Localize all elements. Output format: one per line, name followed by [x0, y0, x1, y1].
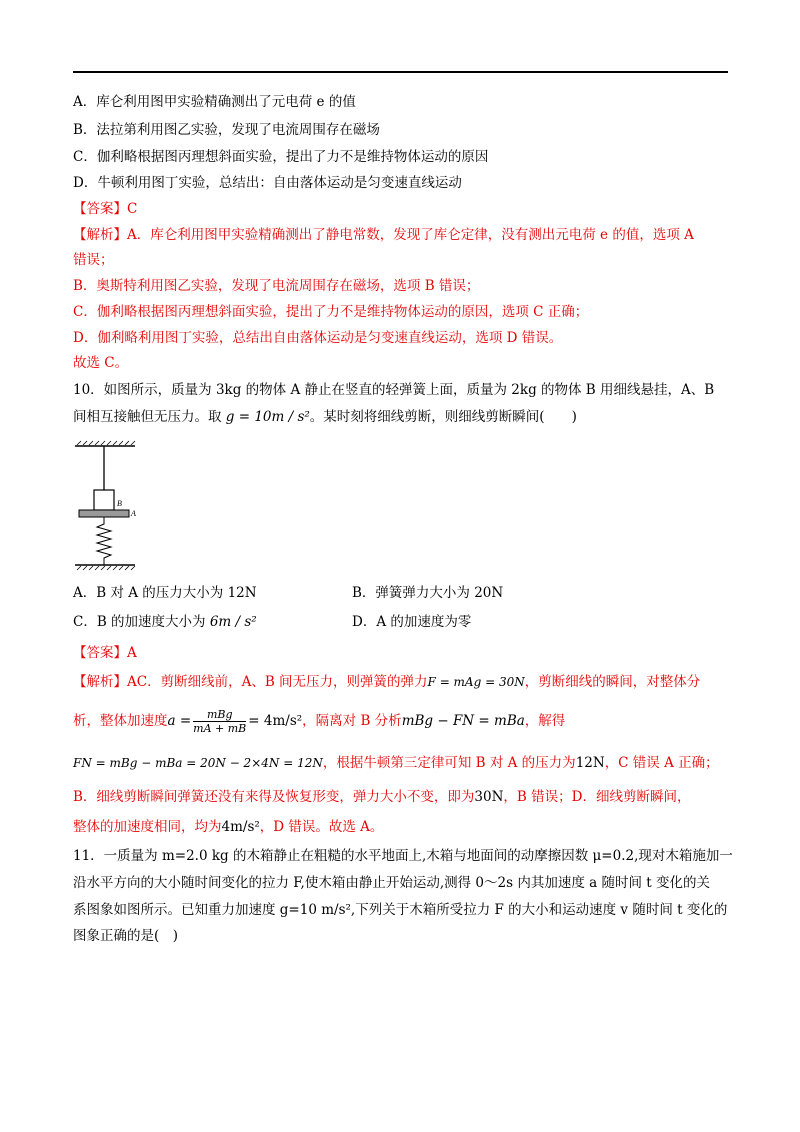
- q10-option-c: [73, 612, 257, 632]
- spring-force-formula: F = mAg = 30N: [427, 675, 525, 689]
- acceleration-fraction: [193, 708, 246, 735]
- q10-analysis-l2-pre: 析，整体加速度: [73, 713, 168, 729]
- fraction-denominator: mA + mB: [193, 722, 247, 735]
- q10-analysis-l3-mid: ，根据牛顿第三定律可知 B 对 A 的压力为: [322, 755, 576, 771]
- q9-option-b: B．法拉第利用图乙实验，发现了电流周围存在磁场: [73, 122, 380, 138]
- q9-analysis-line4: C．伽利略根据图丙理想斜面实验，提出了力不是维持物体运动的原因，选项 C 正确；: [73, 304, 589, 320]
- plate-a: [79, 510, 129, 517]
- q10-analysis-l4-pre: B．细线剪断瞬间弹簧还没有来得及恢复形变，弹力大小不变，即为: [73, 789, 475, 805]
- q9-answer: 【答案】C: [73, 201, 138, 217]
- block-b: [94, 490, 114, 510]
- q10-option-b: B．弹簧弹力大小为 20N: [352, 585, 504, 601]
- q9-analysis-line1: 【解析】A．库仑利用图甲实验精确测出了静电常数，发现了库仑定律，没有测出元电荷 e 的值，选项 A: [73, 227, 694, 243]
- q9-option-c: C．伽利略根据图丙理想斜面实验，提出了力不是维持物体运动的原因: [73, 149, 489, 165]
- q10-analysis-l1-post: ，剪断细线的瞬间，对整体分: [524, 674, 701, 690]
- spring-force-value: 30N: [474, 789, 504, 805]
- q11-stem-line1: 11．一质量为 m=2.0 kg 的木箱静止在粗糙的水平地面上,木箱与地面间的动摩擦因数 μ=0.2,现对木箱施加一: [73, 848, 733, 864]
- q10-stem-line2: [73, 407, 577, 427]
- fraction-numerator: mBg: [193, 708, 246, 722]
- spring: [97, 517, 111, 565]
- q10-option-c-formula: 6m / s²: [209, 614, 257, 630]
- label-a: A: [131, 509, 136, 518]
- q9-analysis-line3: B．奥斯特利用图乙实验，发现了电流周围存在磁场，选项 B 错误；: [73, 278, 480, 294]
- q10-analysis-line5: [73, 817, 383, 837]
- q10-analysis-l2-mid: ，隔离对 B 分析: [302, 713, 402, 729]
- q10-option-c-text: C．B 的加速度大小为: [73, 614, 210, 630]
- q10-analysis-l5-post: ，D 错误。故选 A。: [259, 819, 384, 835]
- q9-option-d: D．牛顿利用图丁实验，总结出：自由落体运动是匀变速直线运动: [73, 175, 462, 191]
- q10-stem-line2-post: 。某时刻将细线剪断，则细线剪断瞬间( ): [309, 409, 577, 425]
- q10-analysis-l4-post: ，B 错误；D．细线剪断瞬间，: [503, 789, 691, 805]
- pressure-value: 12N: [575, 755, 605, 771]
- q9-analysis-line2: 错误；: [73, 252, 114, 268]
- q10-analysis-l5-pre: 整体的加速度相同，均为: [73, 819, 222, 835]
- q11-stem-line2: 沿水平方向的大小随时间变化的拉力 F,使木箱由静止开始运动,测得 0～2s 内其加速度 a 随时间 t 变化的关: [73, 875, 710, 891]
- floor-hatch: [77, 566, 135, 570]
- header-rule: [73, 71, 728, 73]
- q11-stem-line3: 系图象如图所示。已知重力加速度 g=10 m/s²,下列关于木箱所受拉力 F 的大小和运动速度 v 随时间 t 变化的: [73, 902, 728, 918]
- q10-option-d: D．A 的加速度为零: [352, 614, 472, 630]
- q10-analysis-line3: [73, 753, 719, 773]
- q10-analysis-line4: [73, 787, 690, 807]
- q10-analysis-l3-post: ，C 错误 A 正确；: [604, 755, 719, 771]
- q10-analysis-line1: [73, 672, 700, 692]
- q10-answer: 【答案】A: [73, 645, 137, 661]
- q10-g-formula: g = 10m / s²: [225, 409, 310, 425]
- q10-analysis-l1-pre: 【解析】AC．剪断细线前，A、B 间无压力，则弹簧的弹力: [73, 674, 428, 690]
- acceleration-value: 4m/s²: [221, 819, 260, 835]
- q9-analysis-line5: D．伽利略利用图丁实验，总结出自由落体运动是匀变速直线运动，选项 D 错误。: [73, 330, 563, 346]
- q10-analysis-line2: 析，整体加速度a = $\frac{\text{mBg}}{mA + mB}$ = 4m/s²，隔离对 B 分析mBg − FN = mBa，解得: [73, 708, 566, 735]
- q10-option-a: A．B 对 A 的压力大小为 12N: [73, 585, 257, 601]
- ceiling-hatch: [77, 441, 135, 445]
- q10-analysis-l2-post: ，解得: [524, 713, 566, 729]
- q11-stem-line4: 图象正确的是( ): [73, 928, 179, 944]
- acceleration-result: = 4m/s²: [248, 713, 303, 729]
- q10-stem-line1: 10．如图所示，质量为 3kg 的物体 A 静止在竖直的轻弹簧上面，质量为 2kg 的物体 B 用细线悬挂，A、B: [73, 382, 715, 398]
- q9-option-a: A．库仑利用图甲实验精确测出了元电荷 e 的值: [73, 94, 356, 110]
- q10-stem-line2-pre: 间相互接触但无压力。取: [73, 409, 226, 425]
- normal-force-formula: FN = mBg − mBa = 20N − 2×4N = 12N: [73, 756, 323, 770]
- label-b: B: [117, 499, 122, 508]
- q9-analysis-line6: 故选 C。: [73, 355, 129, 371]
- b-analysis-formula: mBg − FN = mBa: [401, 713, 525, 729]
- spring-block-diagram: [73, 440, 153, 575]
